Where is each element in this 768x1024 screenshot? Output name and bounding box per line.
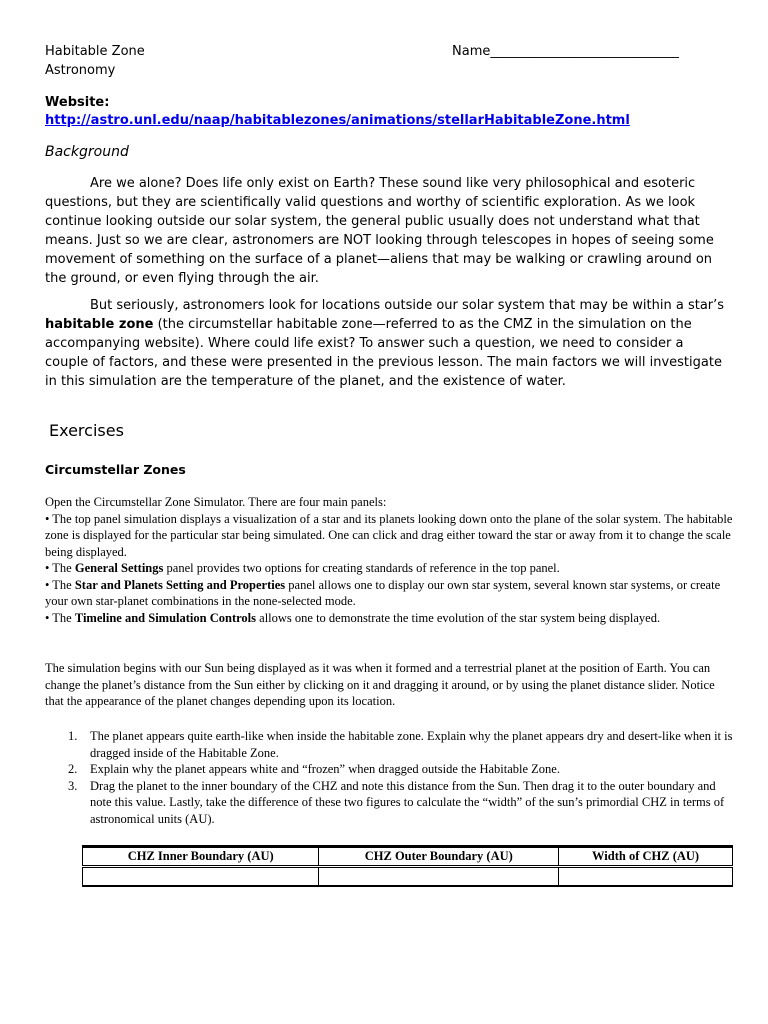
habitable-zone-term: habitable zone [45,317,154,332]
exercises-heading: Exercises [49,421,124,440]
question-text: Drag the planet to the inner boundary of the CHZ and note this distance from the Sun. Then drag it to the outer boundary and note this value. Lastly, take the difference of these two figures to calculate the “width” of the sun’s primordial CHZ in terms of astronomical units (AU). [90,778,725,826]
panel-description [45,494,735,626]
question-text: The planet appears quite earth-like when inside the habitable zone. Explain why the planet appears dry and desert-like when it is dragged inside of the Habitable Zone. [90,729,733,760]
question-text: Explain why the planet appears white and “frozen” when dragged outside the Habitable Zone. [90,762,560,776]
document-header [45,42,345,80]
question-item [68,778,733,828]
outer-boundary-cell[interactable] [319,867,559,887]
website-label: Website: [45,95,110,110]
website-link[interactable]: http://astro.unl.edu/naap/habitablezones/animations/stellarHabitableZone.html [45,113,630,128]
table-row [83,867,733,887]
question-item [68,761,733,778]
para2-text: But seriously, astronomers look for locations outside our solar system that may be within a star’s [90,298,725,313]
bullet-star-planets [45,577,735,610]
question-list [68,728,733,827]
doc-subject: Astronomy [45,63,116,78]
bullet-text: panel allows one to display our own star system, several known star systems, or create your own star-planet combinations in the none-selected mode. [45,577,721,608]
inner-boundary-cell[interactable] [83,867,319,887]
width-cell[interactable] [559,867,733,887]
question-number: 1. [68,729,78,743]
bullet-text: • The [45,561,75,575]
background-heading: Background [45,144,129,160]
bullet-text: allows one to demonstrate the time evolution of the star system being displayed. [256,610,661,625]
col-inner-boundary: CHZ Inner Boundary (AU) [83,847,319,867]
bullet-timeline [45,610,735,627]
bullet-text: • The [45,610,75,625]
question-number: 2. [68,762,78,776]
chz-answer-table [82,845,733,887]
bullet-text: panel provides two options for creating standards of reference in the top panel. [163,561,560,575]
bullet-bold: Timeline and Simulation Controls [74,610,257,625]
para2-text: (the circumstellar habitable zone—referred to as the CMZ in the simulation on the accompanying website). Where could life exist? To answer such a question, we need to consider a couple of factors, and these were presented in the previous lesson. The main factors we will investigate in this simulation are the temperature of the planet, and the existence of water. [45,317,722,389]
question-number: 3. [68,778,78,793]
bullet-bold: General Settings [74,561,164,575]
bullet-top-panel: • The top panel simulation displays a visualization of a star and its planets looking down onto the plane of the solar system. The habitable zone is displayed for the particular star being simulated. One can click and drag either toward the star or away from it to change the scale being displayed. [45,511,733,559]
background-paragraph-1: Are we alone? Does life only exist on Earth? These sound like very philosophical and esoteric questions, but they are scientifically valid questions and worthy of scientific exploration. As we look continue looking outside our solar system, the general public usually does not understand what that means. Just so we are clear, astronomers are NOT looking through telescopes in hopes of seeing some movement of something on the surface of a planet—aliens that may be walking or crawling around on the ground, or even flying through the air. [45,176,714,286]
col-outer-boundary: CHZ Outer Boundary (AU) [319,847,559,867]
simulation-paragraph: The simulation begins with our Sun being displayed as it was when it formed and a terrestrial planet at the position of Earth. You can change the planet’s distance from the Sun either by clicking on it and dragging it around, or by using the planet distance slider. Notice that the appearance of the planet changes depending upon its location. [45,661,715,708]
bullet-text: • The [45,577,75,592]
question-item [68,728,733,761]
background-paragraph-2 [45,296,730,391]
bullet-general-settings [45,560,735,577]
name-field[interactable]: Name_____________________________ [452,44,679,59]
circumstellar-zones-heading: Circumstellar Zones [45,462,186,477]
table-header-row [83,847,733,867]
col-width: Width of CHZ (AU) [559,847,733,867]
doc-title: Habitable Zone [45,44,145,59]
intro-text: Open the Circumstellar Zone Simulator. There are four main panels: [45,495,387,509]
bullet-bold: Star and Planets Setting and Properties [74,577,286,592]
